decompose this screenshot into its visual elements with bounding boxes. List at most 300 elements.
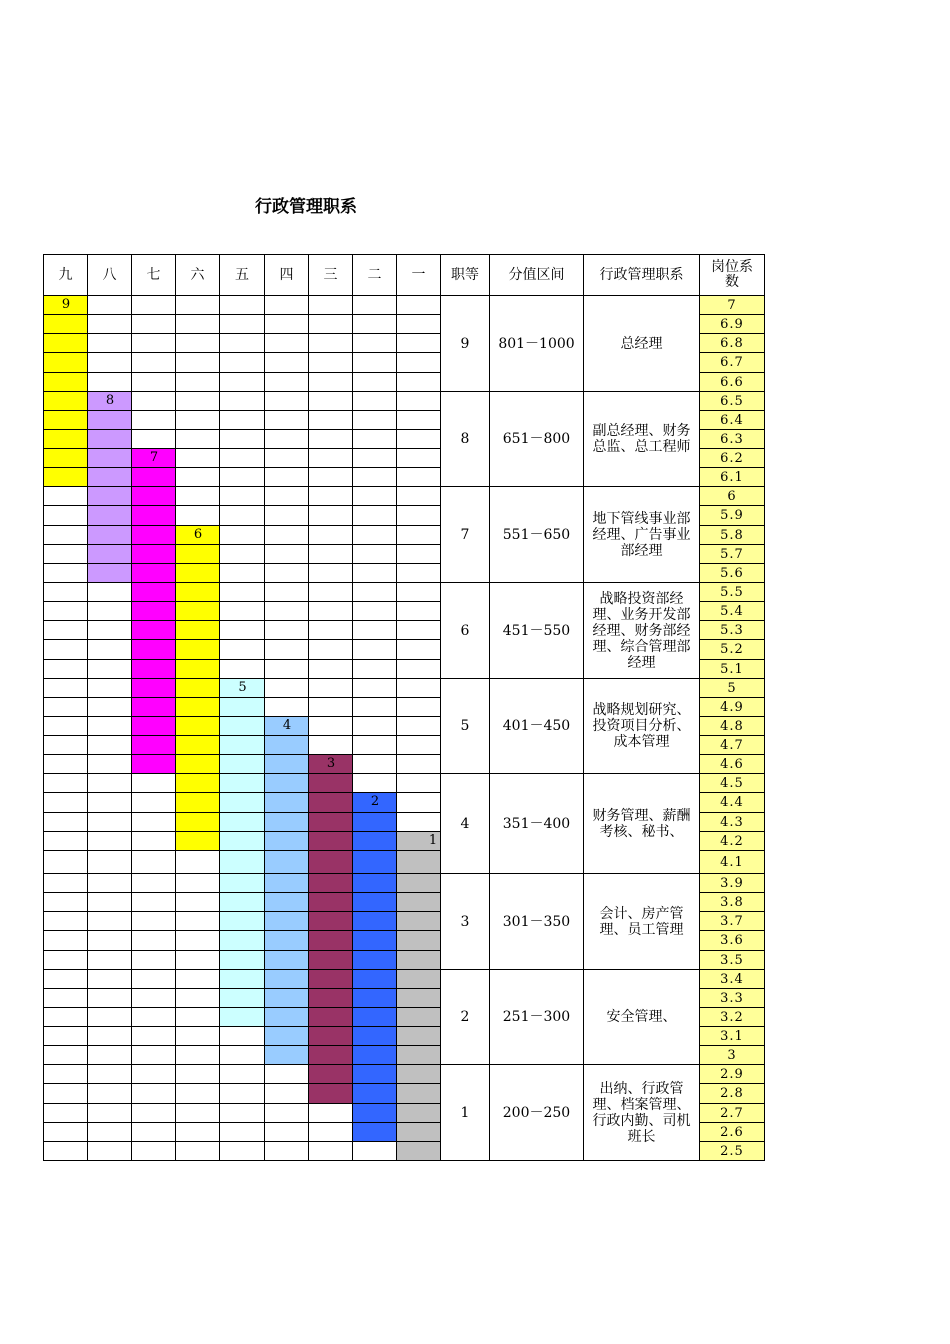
grade-cell [220, 755, 265, 774]
grade-cell [309, 832, 353, 851]
grade-cell [132, 951, 176, 970]
grade-cell [397, 774, 441, 793]
grade-header: 三 [309, 255, 353, 296]
grade-cell [353, 931, 397, 951]
grade-cell [176, 449, 220, 468]
grade-cell [397, 315, 441, 334]
grade-cell [176, 1065, 220, 1084]
grade-band-label: 7 [149, 450, 159, 465]
grade-cell [397, 717, 441, 736]
grade-cell [309, 660, 353, 679]
grade-cell [88, 774, 132, 793]
grade-cell [44, 468, 88, 487]
grade-cell [353, 774, 397, 793]
grade-cell [220, 583, 265, 602]
grade-cell [265, 334, 309, 353]
grade-cell [353, 1142, 397, 1161]
grade-cell [265, 411, 309, 430]
grade-cell [309, 793, 353, 813]
grade-cell [309, 1104, 353, 1123]
grade-cell [176, 851, 220, 874]
grade-cell [176, 660, 220, 679]
grade-cell [265, 526, 309, 545]
grade-cell [88, 1104, 132, 1123]
grade-cell [44, 851, 88, 874]
grade-cell [132, 506, 176, 526]
level-cell: 8 [441, 392, 490, 487]
grade-cell [132, 851, 176, 874]
grade-cell [88, 1084, 132, 1104]
grade-cell [397, 679, 441, 698]
score-range-cell: 301－350 [490, 874, 584, 970]
grade-cell [353, 449, 397, 468]
coefficient-cell: 6.1 [700, 468, 765, 487]
grade-cell [353, 717, 397, 736]
grade-cell [132, 564, 176, 583]
level-cell: 6 [441, 583, 490, 679]
grade-cell [397, 874, 441, 893]
grade-cell [132, 411, 176, 430]
grade-cell [88, 1027, 132, 1046]
level-cell: 5 [441, 679, 490, 774]
grade-cell [176, 813, 220, 832]
grade-cell [44, 583, 88, 602]
grade-cell [353, 912, 397, 931]
grade-cell [309, 970, 353, 989]
grade-cell [176, 1123, 220, 1142]
grade-cell [220, 334, 265, 353]
grade-cell [44, 1065, 88, 1084]
grade-cell [44, 679, 88, 698]
grade-cell [353, 989, 397, 1008]
grade-cell [265, 851, 309, 874]
grade-cell [265, 893, 309, 912]
score-range-cell: 451－550 [490, 583, 584, 679]
grade-cell [44, 1142, 88, 1161]
grade-cell [176, 392, 220, 411]
grade-cell [88, 487, 132, 506]
coefficient-cell: 6.5 [700, 392, 765, 411]
grade-cell [309, 1046, 353, 1065]
grade-cell [176, 506, 220, 526]
grade-cell [309, 449, 353, 468]
grade-cell [44, 334, 88, 353]
grade-cell [353, 970, 397, 989]
grade-cell [176, 793, 220, 813]
grade-cell [309, 1065, 353, 1084]
grade-cell [353, 1046, 397, 1065]
grade-cell [309, 334, 353, 353]
coefficient-cell: 3.7 [700, 912, 765, 931]
coefficient-cell: 4.5 [700, 774, 765, 793]
positions-cell: 财务管理、薪酬考核、秘书、 [584, 774, 700, 874]
grade-cell [353, 392, 397, 411]
grade-cell [176, 717, 220, 736]
grade-cell [397, 1065, 441, 1084]
grade-cell [220, 353, 265, 373]
grade-cell [265, 1065, 309, 1084]
grade-cell [397, 1046, 441, 1065]
grade-cell [220, 1065, 265, 1084]
grade-cell [353, 315, 397, 334]
grade-cell [132, 1123, 176, 1142]
grade-cell [88, 1123, 132, 1142]
grade-cell [44, 660, 88, 679]
grade-band-label: 2 [370, 794, 380, 809]
grade-cell [309, 736, 353, 755]
grade-cell [397, 1027, 441, 1046]
grade-cell [44, 1084, 88, 1104]
grade-cell [132, 1142, 176, 1161]
grade-cell [309, 679, 353, 698]
grade-cell [220, 1027, 265, 1046]
grade-cell [397, 545, 441, 564]
grade-cell [397, 334, 441, 353]
grade-cell [265, 296, 309, 315]
grade-cell [44, 1123, 88, 1142]
grade-cell [397, 660, 441, 679]
grade-cell [44, 931, 88, 951]
grade-cell [88, 373, 132, 392]
grade-cell [353, 736, 397, 755]
grade-cell [88, 951, 132, 970]
grade-cell [176, 564, 220, 583]
grade-cell [265, 430, 309, 449]
grade-cell [220, 989, 265, 1008]
grade-cell [176, 931, 220, 951]
grade-cell [353, 564, 397, 583]
grade-band-label: 5 [238, 680, 247, 695]
grade-cell [265, 487, 309, 506]
level-cell: 2 [441, 970, 490, 1065]
grade-cell [44, 1046, 88, 1065]
grade-cell [176, 951, 220, 970]
grade-cell [220, 698, 265, 717]
level-cell: 9 [441, 296, 490, 392]
coefficient-cell: 3 [700, 1046, 765, 1065]
grade-cell [397, 851, 441, 874]
grade-cell [265, 951, 309, 970]
grade-cell [132, 970, 176, 989]
score-range-cell: 551－650 [490, 487, 584, 583]
coefficient-cell: 4.6 [700, 755, 765, 774]
grade-header: 六 [176, 255, 220, 296]
grade-cell [44, 893, 88, 912]
grade-cell [309, 621, 353, 640]
coefficient-cell: 4.8 [700, 717, 765, 736]
grade-cell [176, 315, 220, 334]
coefficient-cell: 7 [700, 296, 765, 315]
grade-cell [132, 912, 176, 931]
grade-header: 二 [353, 255, 397, 296]
grade-header: 五 [220, 255, 265, 296]
grade-cell [132, 832, 176, 851]
grade-cell [353, 640, 397, 660]
grade-cell [397, 526, 441, 545]
grade-cell [397, 468, 441, 487]
grade-cell [88, 755, 132, 774]
grade-cell [397, 1084, 441, 1104]
grade-cell [132, 487, 176, 506]
grade-cell [353, 545, 397, 564]
grade-cell [397, 449, 441, 468]
grade-cell [44, 545, 88, 564]
grade-cell [88, 851, 132, 874]
grade-cell [220, 736, 265, 755]
grade-cell [353, 832, 397, 851]
grade-cell [265, 373, 309, 392]
grade-cell [309, 717, 353, 736]
grade-cell [220, 912, 265, 931]
grade-cell [309, 912, 353, 931]
grade-cell [220, 893, 265, 912]
grade-cell [44, 793, 88, 813]
grade-cell [220, 449, 265, 468]
grade-cell [309, 583, 353, 602]
grade-cell [176, 411, 220, 430]
grade-cell [309, 545, 353, 564]
coefficient-cell: 5.1 [700, 660, 765, 679]
grade-cell [176, 583, 220, 602]
positions-cell: 出纳、行政管理、档案管理、行政内勤、司机班长 [584, 1065, 700, 1161]
grade-cell [353, 334, 397, 353]
grade-cell [220, 373, 265, 392]
grade-cell [176, 1008, 220, 1027]
coefficient-cell: 4.1 [700, 851, 765, 874]
positions-cell: 安全管理、 [584, 970, 700, 1065]
grade-band-label: 9 [61, 297, 71, 312]
column-header-range: 分值区间 [490, 255, 584, 296]
grade-cell [309, 989, 353, 1008]
grade-cell [176, 1027, 220, 1046]
grade-cell [132, 392, 176, 411]
grade-cell [44, 1027, 88, 1046]
grade-cell [309, 392, 353, 411]
grade-cell [220, 1104, 265, 1123]
grade-band-label: 8 [105, 393, 115, 408]
grade-cell [132, 526, 176, 545]
coefficient-cell: 3.6 [700, 931, 765, 951]
grade-cell [176, 1142, 220, 1161]
grade-cell [265, 315, 309, 334]
grade-cell [88, 893, 132, 912]
grade-cell [44, 564, 88, 583]
coefficient-cell: 2.6 [700, 1123, 765, 1142]
grade-cell [220, 1008, 265, 1027]
grade-cell [44, 1104, 88, 1123]
grade-cell [132, 640, 176, 660]
grade-cell [88, 411, 132, 430]
grade-cell [176, 545, 220, 564]
grade-cell [132, 717, 176, 736]
grade-cell [132, 1027, 176, 1046]
grade-cell [265, 736, 309, 755]
grade-cell [353, 698, 397, 717]
grade-cell [44, 698, 88, 717]
grade-cell [220, 774, 265, 793]
grade-cell [309, 1084, 353, 1104]
grade-cell [88, 334, 132, 353]
grade-band-label: 6 [193, 527, 203, 542]
coefficient-cell: 3.4 [700, 970, 765, 989]
grade-cell [220, 296, 265, 315]
grade-cell [265, 774, 309, 793]
column-header-coefficient: 岗位系数 [700, 255, 765, 296]
grade-cell [176, 832, 220, 851]
grade-cell [353, 487, 397, 506]
grade-cell [176, 774, 220, 793]
grade-cell [265, 1084, 309, 1104]
coefficient-cell: 6.8 [700, 334, 765, 353]
grade-cell [309, 353, 353, 373]
grade-cell [309, 1142, 353, 1161]
positions-cell: 战略投资部经理、业务开发部经理、财务部经理、综合管理部经理 [584, 583, 700, 679]
grade-cell [220, 951, 265, 970]
grade-cell [176, 989, 220, 1008]
grade-cell [265, 602, 309, 621]
coefficient-cell: 4.7 [700, 736, 765, 755]
grade-cell [309, 373, 353, 392]
grade-cell [353, 813, 397, 832]
grade-cell [397, 373, 441, 392]
grade-cell [88, 621, 132, 640]
coefficient-cell: 6 [700, 487, 765, 506]
grade-cell [265, 583, 309, 602]
grade-cell [132, 679, 176, 698]
coefficient-cell: 2.5 [700, 1142, 765, 1161]
grade-cell [265, 912, 309, 931]
coefficient-cell: 5.6 [700, 564, 765, 583]
grade-cell [88, 296, 132, 315]
level-cell: 7 [441, 487, 490, 583]
grade-cell [132, 989, 176, 1008]
grade-cell [353, 1008, 397, 1027]
grade-cell [44, 989, 88, 1008]
grade-cell [132, 602, 176, 621]
grade-cell [88, 545, 132, 564]
grade-cell [88, 912, 132, 931]
grade-cell [44, 755, 88, 774]
grade-cell [220, 315, 265, 334]
grade-cell [353, 411, 397, 430]
grade-cell [397, 392, 441, 411]
grade-cell [132, 1065, 176, 1084]
grade-cell [132, 698, 176, 717]
grade-cell [265, 564, 309, 583]
grade-cell [309, 851, 353, 874]
grade-cell [353, 1104, 397, 1123]
grade-cell [132, 1046, 176, 1065]
grade-cell [88, 874, 132, 893]
grade-cell [132, 774, 176, 793]
grade-cell [265, 353, 309, 373]
grade-cell [176, 1104, 220, 1123]
grade-cell [397, 296, 441, 315]
grade-cell [132, 736, 176, 755]
grade-cell [88, 793, 132, 813]
grade-cell [88, 430, 132, 449]
grade-cell [220, 640, 265, 660]
grade-cell [132, 1104, 176, 1123]
grade-cell [220, 564, 265, 583]
grade-cell [353, 755, 397, 774]
grade-cell [44, 1008, 88, 1027]
grade-cell [132, 583, 176, 602]
grade-cell [353, 874, 397, 893]
grade-cell [397, 1008, 441, 1027]
grade-cell [88, 717, 132, 736]
coefficient-cell: 2.8 [700, 1084, 765, 1104]
grade-cell [309, 931, 353, 951]
grade-cell [220, 411, 265, 430]
grade-cell [44, 506, 88, 526]
grade-cell [220, 931, 265, 951]
grade-cell [176, 874, 220, 893]
grade-cell [309, 813, 353, 832]
grade-cell [397, 353, 441, 373]
grade-cell [88, 660, 132, 679]
grade-cell [265, 970, 309, 989]
page-title: 行政管理职系 [255, 197, 357, 217]
grade-cell [353, 296, 397, 315]
grade-cell [220, 1123, 265, 1142]
grade-header: 七 [132, 255, 176, 296]
grade-cell [309, 774, 353, 793]
grade-cell [220, 621, 265, 640]
grade-cell [397, 621, 441, 640]
coefficient-cell: 5.2 [700, 640, 765, 660]
grade-cell [44, 315, 88, 334]
positions-cell: 战略规划研究、投资项目分析、成本管理 [584, 679, 700, 774]
score-range-cell: 651－800 [490, 392, 584, 487]
grade-cell [176, 755, 220, 774]
grade-cell [309, 487, 353, 506]
coefficient-cell: 3.3 [700, 989, 765, 1008]
grade-cell [265, 660, 309, 679]
grade-cell [132, 1084, 176, 1104]
grade-cell [176, 1046, 220, 1065]
column-header-positions: 行政管理职系 [584, 255, 700, 296]
grade-cell [353, 1065, 397, 1084]
grade-cell [132, 545, 176, 564]
grade-cell [220, 851, 265, 874]
grade-cell [176, 621, 220, 640]
grade-header: 九 [44, 255, 88, 296]
grade-cell [44, 736, 88, 755]
positions-cell: 会计、房产管理、员工管理 [584, 874, 700, 970]
coefficient-cell: 3.2 [700, 1008, 765, 1027]
grade-header: 八 [88, 255, 132, 296]
grade-cell [353, 679, 397, 698]
grade-cell [132, 874, 176, 893]
grade-cell [88, 1008, 132, 1027]
grade-cell [265, 679, 309, 698]
grade-cell [176, 736, 220, 755]
grade-cell [397, 640, 441, 660]
grade-band-label: 1 [428, 833, 438, 848]
grade-cell [353, 353, 397, 373]
grade-cell [220, 1084, 265, 1104]
grade-cell [88, 989, 132, 1008]
coefficient-cell: 5.4 [700, 602, 765, 621]
grade-cell [132, 353, 176, 373]
grade-cell [220, 970, 265, 989]
coefficient-cell: 3.5 [700, 951, 765, 970]
grade-cell [397, 583, 441, 602]
grade-cell [132, 296, 176, 315]
grade-cell [176, 679, 220, 698]
grade-cell [220, 468, 265, 487]
